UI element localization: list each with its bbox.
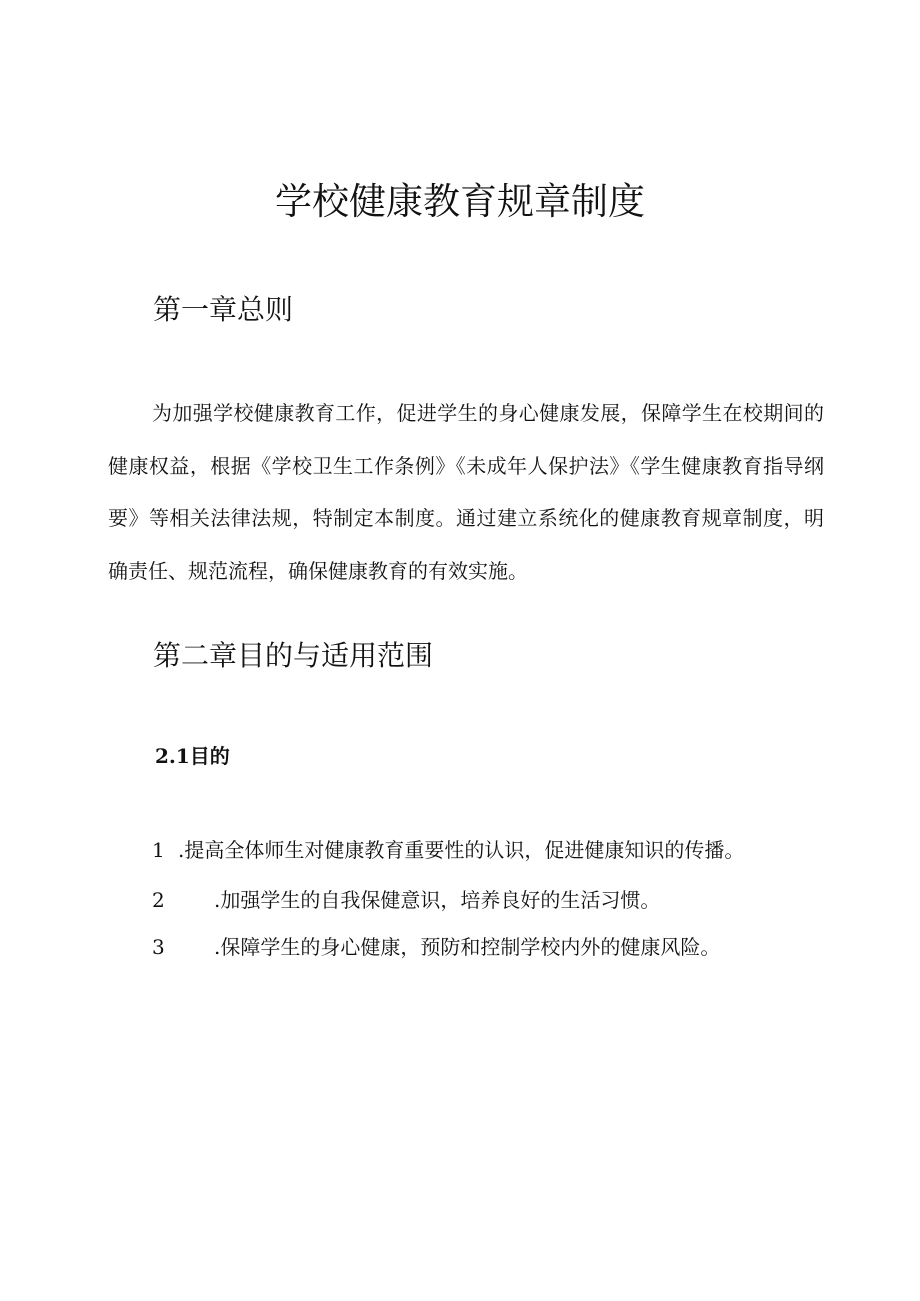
document-title: 学校健康教育规章制度 xyxy=(275,180,645,223)
list-item xyxy=(152,932,720,962)
list-item-number: 3 xyxy=(152,935,165,959)
list-item-text: .保障学生的身心健康，预防和控制学校内外的健康风险。 xyxy=(214,935,721,959)
chapter-1-paragraph: 为加强学校健康教育工作，促进学生的身心健康发展，保障学生在校期间的健康权益，根据《学校卫生工作条例》《未成年人保护法》《学生健康教育指导纲要》等相关法律法规，特制定本制度。通过建立系统化的健康教育规章制度，明确责任、规范流程，确保健康教育的有效实施。 xyxy=(108,401,824,583)
list-item-number: 2 xyxy=(152,888,165,912)
chapter-1-heading: 第一章总则 xyxy=(153,293,294,326)
list-item-text: .提高全体师生对健康教育重要性的认识，促进健康知识的传播。 xyxy=(178,838,745,862)
list-item-number: 1 xyxy=(152,838,165,862)
list-item xyxy=(152,835,744,865)
section-2-1-heading: 2.1目的 xyxy=(155,744,230,768)
chapter-2-heading: 第二章目的与适用范围 xyxy=(153,639,434,672)
list-item xyxy=(152,885,660,915)
list-item-text: .加强学生的自我保健意识，培养良好的生活习惯。 xyxy=(214,888,661,912)
